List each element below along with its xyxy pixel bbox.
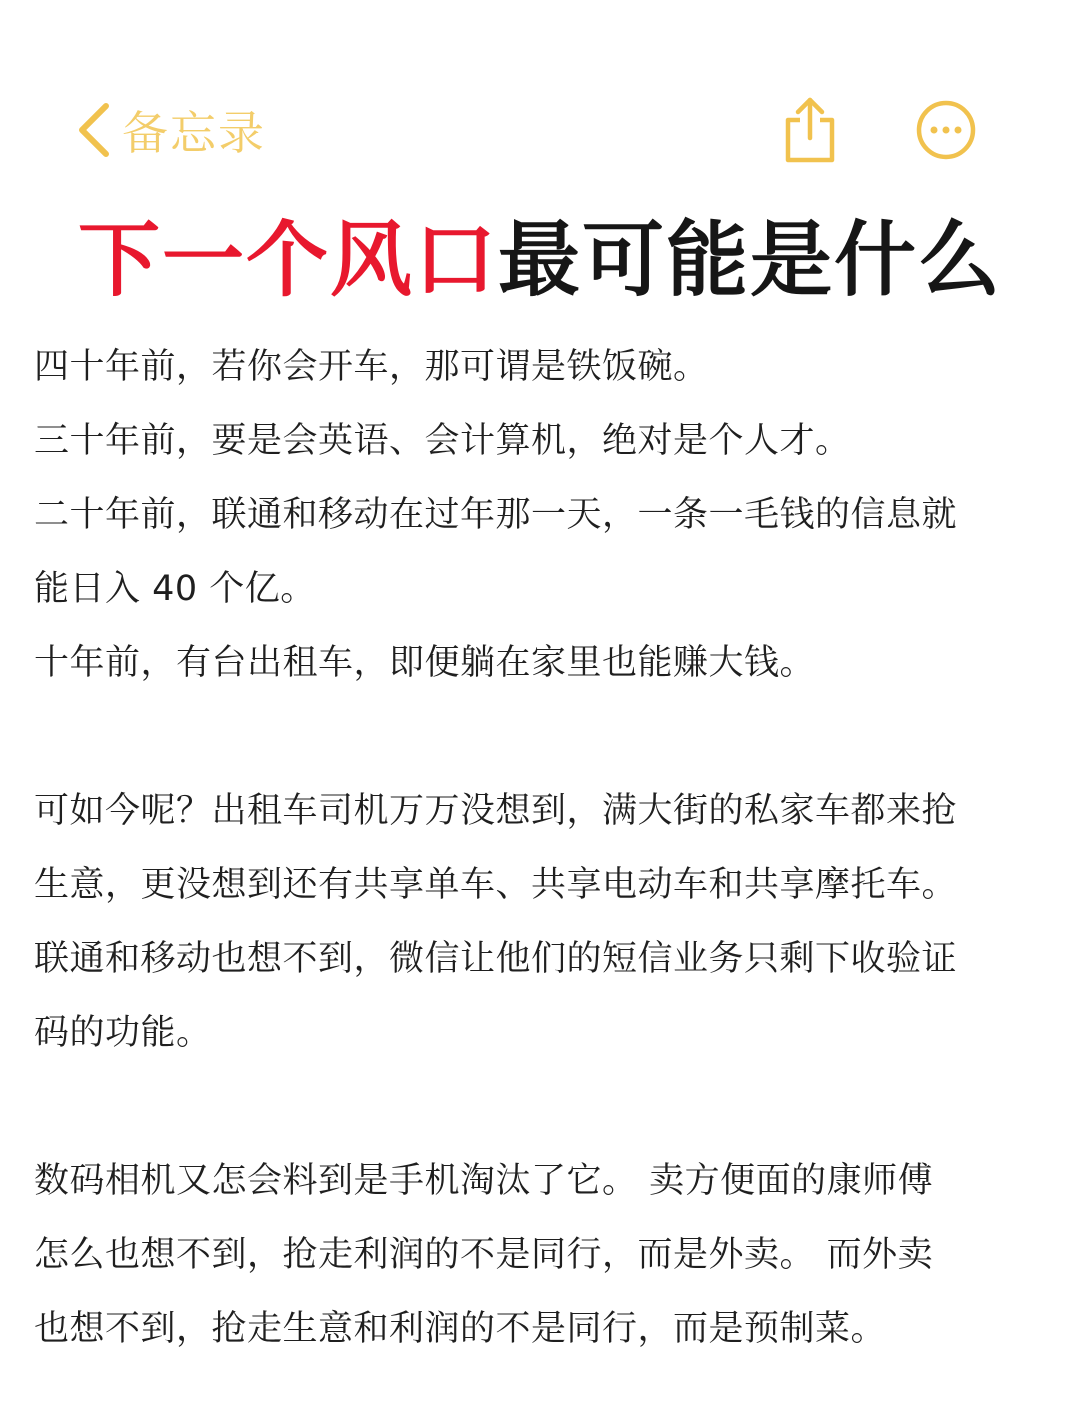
text-line: 二十年前，联通和移动在过年那一天，一条一毛钱的信息就	[34, 495, 958, 535]
text-line: 生意，更没想到还有共享单车、共享电动车和共享摩托车。	[34, 865, 958, 905]
text-line: 四十年前，若你会开车，那可谓是铁饭碗。	[34, 347, 709, 387]
note-title	[0, 195, 1080, 312]
back-button[interactable]	[72, 98, 266, 162]
paragraph	[34, 478, 1054, 626]
paragraph	[34, 626, 1054, 700]
text-line: 也想不到，抢走生意和利润的不是同行，而是预制菜。	[34, 1309, 887, 1349]
blank-line	[34, 1070, 1054, 1144]
paragraph	[34, 404, 1054, 478]
blank-line	[34, 700, 1054, 774]
navigation-bar	[0, 80, 1080, 180]
text-line: 怎么也想不到，抢走利润的不是同行，而是外卖。 而外卖	[34, 1235, 934, 1275]
share-icon	[780, 94, 840, 166]
paragraph	[34, 774, 1054, 922]
text-line: 可如今呢？出租车司机万万没想到，满大街的私家车都来抢	[34, 791, 958, 831]
paragraph	[34, 922, 1054, 1070]
more-options-button[interactable]	[914, 98, 978, 162]
share-button[interactable]	[780, 94, 840, 166]
text-line: 联通和移动也想不到，微信让他们的短信业务只剩下收验证	[34, 939, 958, 979]
more-icon	[914, 98, 978, 162]
text-line: 数码相机又怎会料到是手机淘汰了它。 卖方便面的康师傅	[34, 1161, 934, 1201]
text-line: 码的功能。	[34, 1013, 212, 1053]
back-label: 备忘录	[122, 106, 266, 160]
text-line: 十年前，有台出租车，即便躺在家里也能赚大钱。	[34, 643, 816, 683]
title-rest: 最可能是什么	[498, 213, 1003, 308]
chevron-left-icon	[72, 102, 116, 158]
note-body[interactable]	[34, 330, 1054, 1366]
paragraph	[34, 330, 1054, 404]
text-line: 能日入 40 个亿。	[34, 569, 316, 609]
text-line: 三十年前，要是会英语、会计算机，绝对是个人才。	[34, 421, 851, 461]
title-highlight: 下一个风口	[77, 213, 498, 308]
paragraph	[34, 1144, 1054, 1366]
